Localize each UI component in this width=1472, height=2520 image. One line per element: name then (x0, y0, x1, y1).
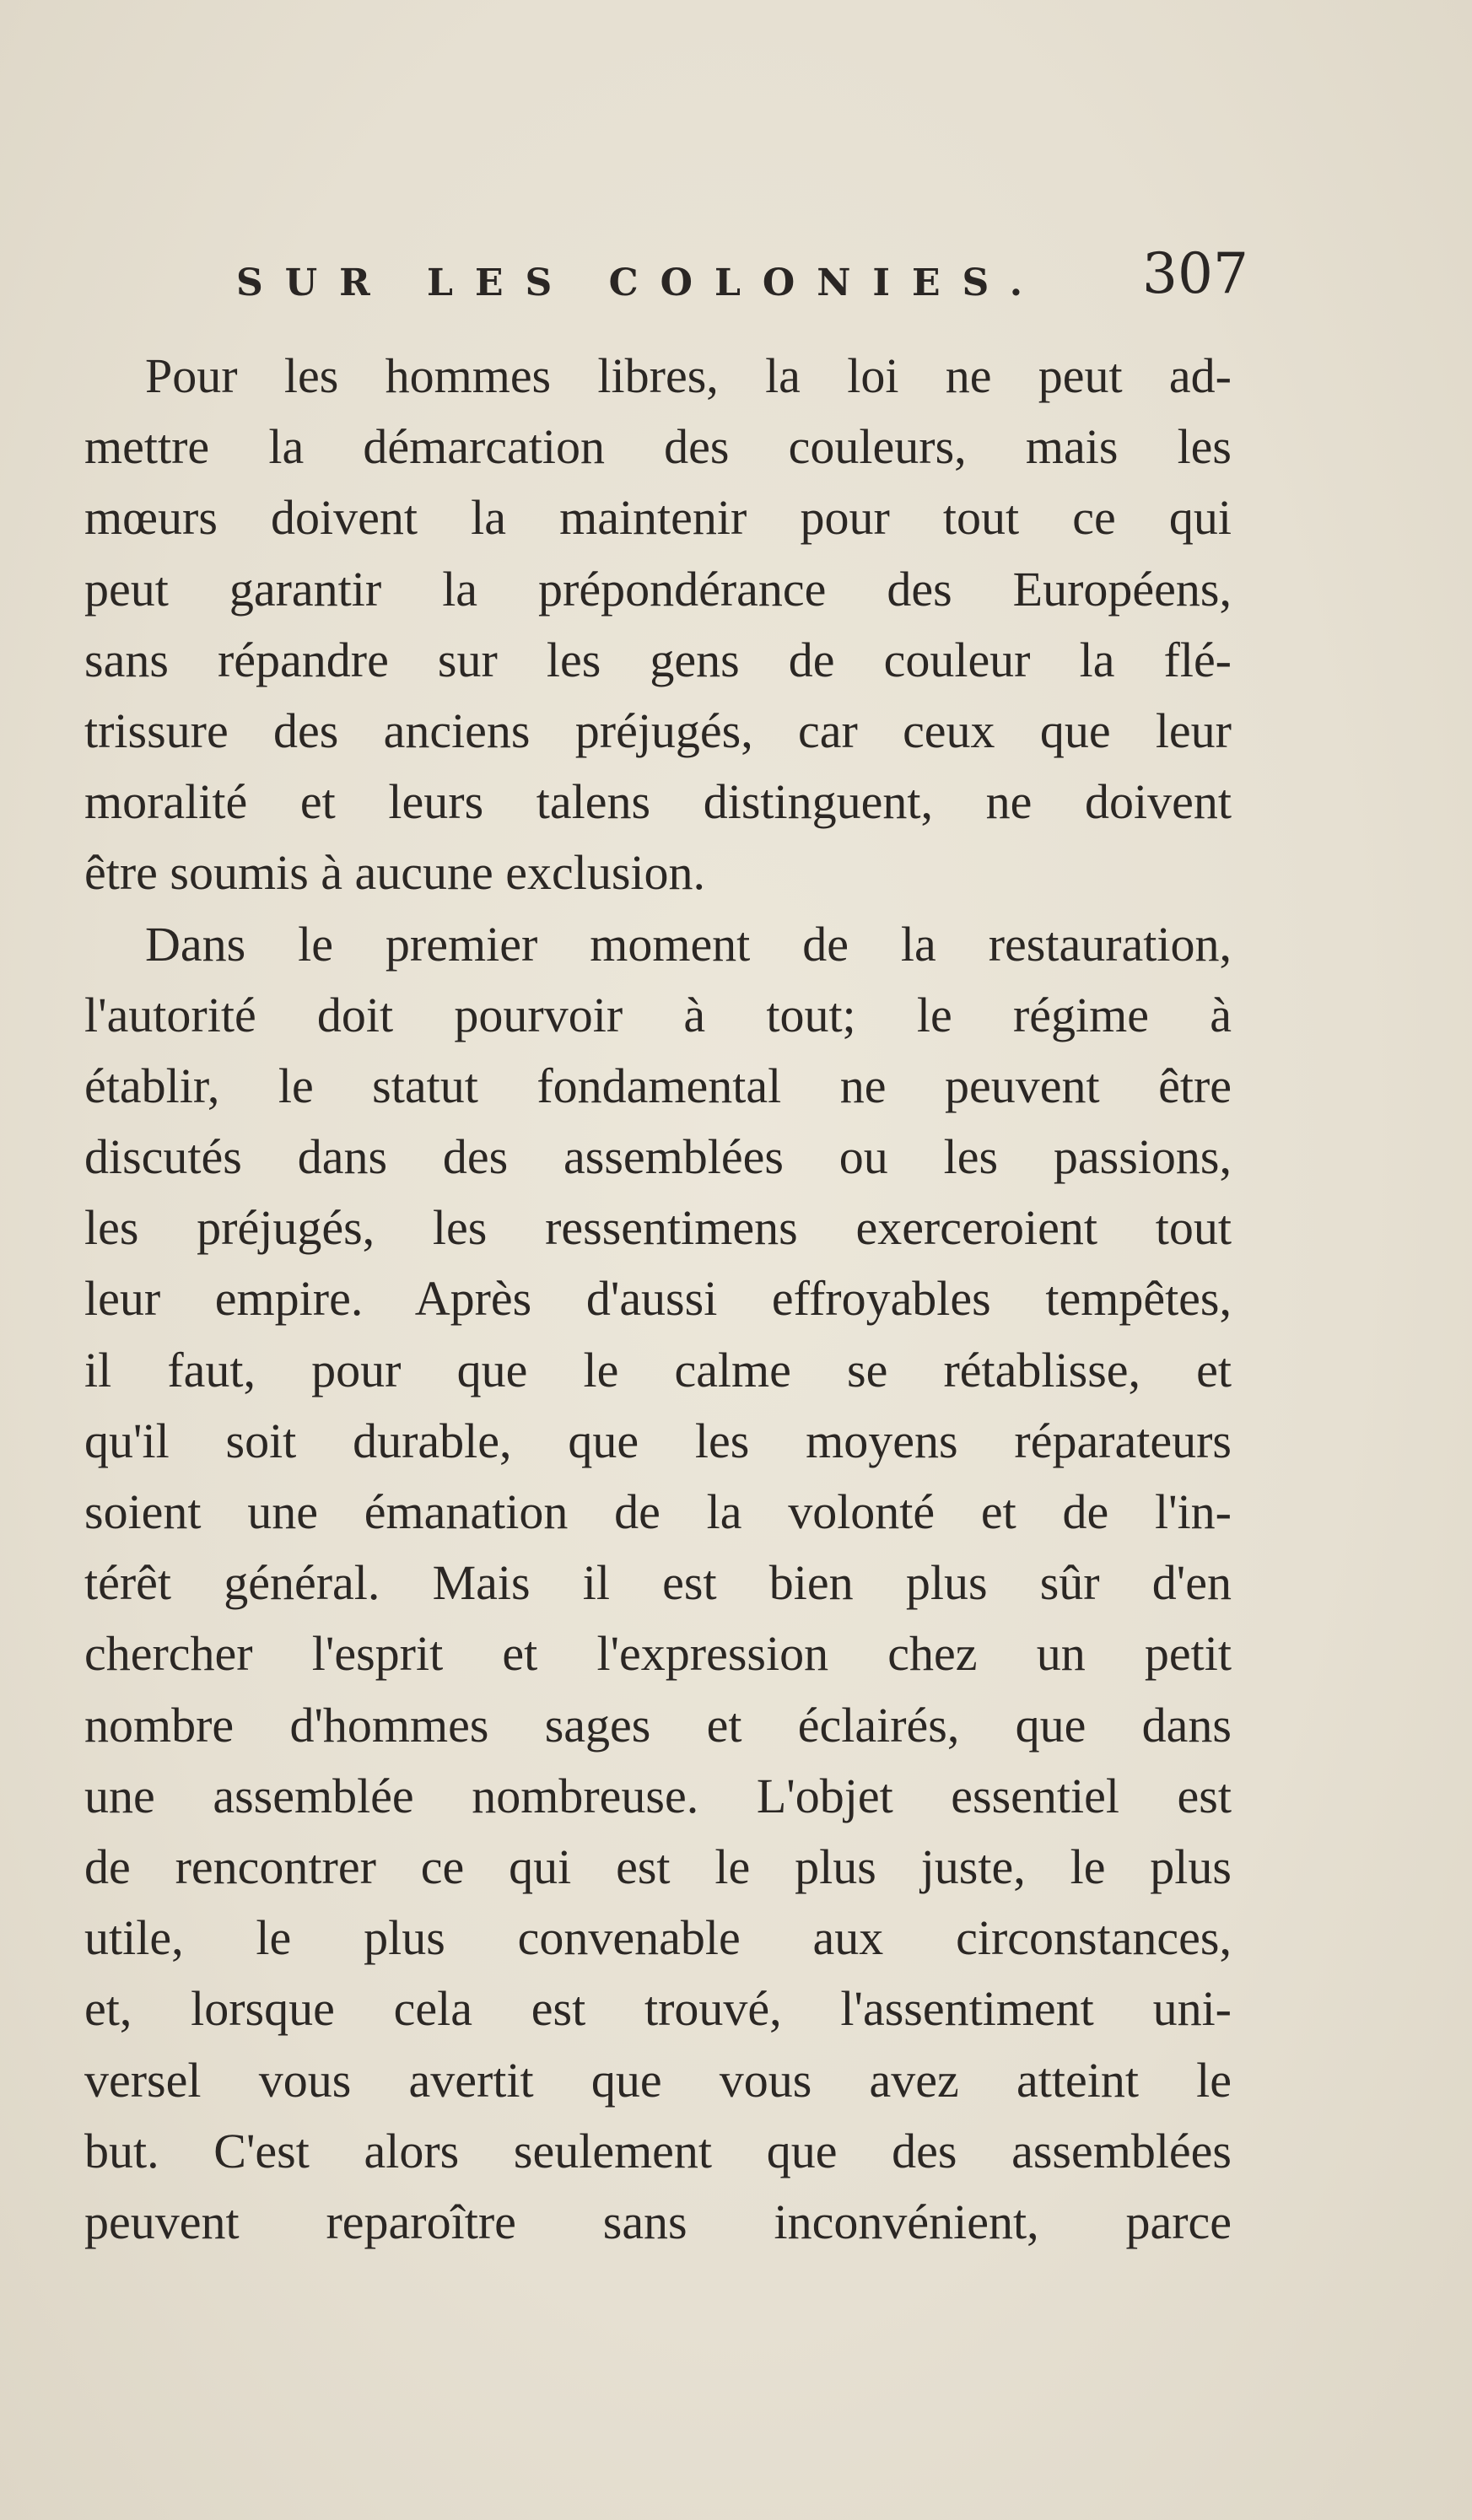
text-line: Dans le premier moment de la restauration, (145, 916, 1232, 972)
text-line: être soumis à aucune exclusion. (84, 845, 706, 901)
paragraph (84, 909, 1232, 2259)
text-line: établir, le statut fondamental ne peuvent être (84, 1058, 1232, 1113)
text-line: leur empire. Après d'aussi effroyables tempêtes, (84, 1271, 1232, 1327)
text-line: les préjugés, les ressentimens exerceroient tout (84, 1200, 1232, 1256)
text-line: térêt général. Mais il est bien plus sûr d'en (84, 1555, 1232, 1611)
text-line: but. C'est alors seulement que des assemblées (84, 2123, 1232, 2178)
text-line: qu'il soit durable, que les moyens réparateurs (84, 1413, 1232, 1468)
text-line: et, lorsque cela est trouvé, l'assentiment uni- (84, 1981, 1232, 2037)
text-line: mettre la démarcation des couleurs, mais les (84, 419, 1232, 475)
text-line: chercher l'esprit et l'expression chez un petit (84, 1626, 1232, 1682)
text-line: une assemblée nombreuse. L'objet essentiel est (84, 1768, 1232, 1823)
text-line: nombre d'hommes sages et éclairés, que dans (84, 1697, 1232, 1753)
body-text (84, 341, 1232, 2258)
text-line: mœurs doivent la maintenir pour tout ce qui (84, 490, 1232, 546)
text-line: l'autorité doit pourvoir à tout; le régime à (84, 987, 1232, 1042)
text-line: Pour les hommes libres, la loi ne peut ad- (145, 348, 1232, 403)
text-line: utile, le plus convenable aux circonstances, (84, 1910, 1232, 1966)
page-header (236, 241, 1248, 334)
text-line: peut garantir la prépondérance des Européens, (84, 561, 1232, 617)
text-line: discutés dans des assemblées ou les passions, (84, 1129, 1232, 1185)
text-line: sans répandre sur les gens de couleur la flé- (84, 632, 1232, 687)
paragraph (84, 341, 1232, 909)
text-line: peuvent reparoître sans inconvénient, parce (84, 2194, 1232, 2249)
page-number: 307 (1142, 241, 1248, 306)
running-head: SUR LES COLONIES. (236, 261, 1045, 304)
text-line: il faut, pour que le calme se rétablisse, et (84, 1342, 1232, 1397)
text-line: soient une émanation de la volonté et de l'in- (84, 1484, 1232, 1539)
text-line: moralité et leurs talens distinguent, ne doivent (84, 774, 1232, 830)
text-line: de rencontrer ce qui est le plus juste, le plus (84, 1839, 1232, 1894)
text-line: trissure des anciens préjugés, car ceux que leur (84, 703, 1232, 758)
text-line: versel vous avertit que vous avez atteint le (84, 2052, 1232, 2108)
